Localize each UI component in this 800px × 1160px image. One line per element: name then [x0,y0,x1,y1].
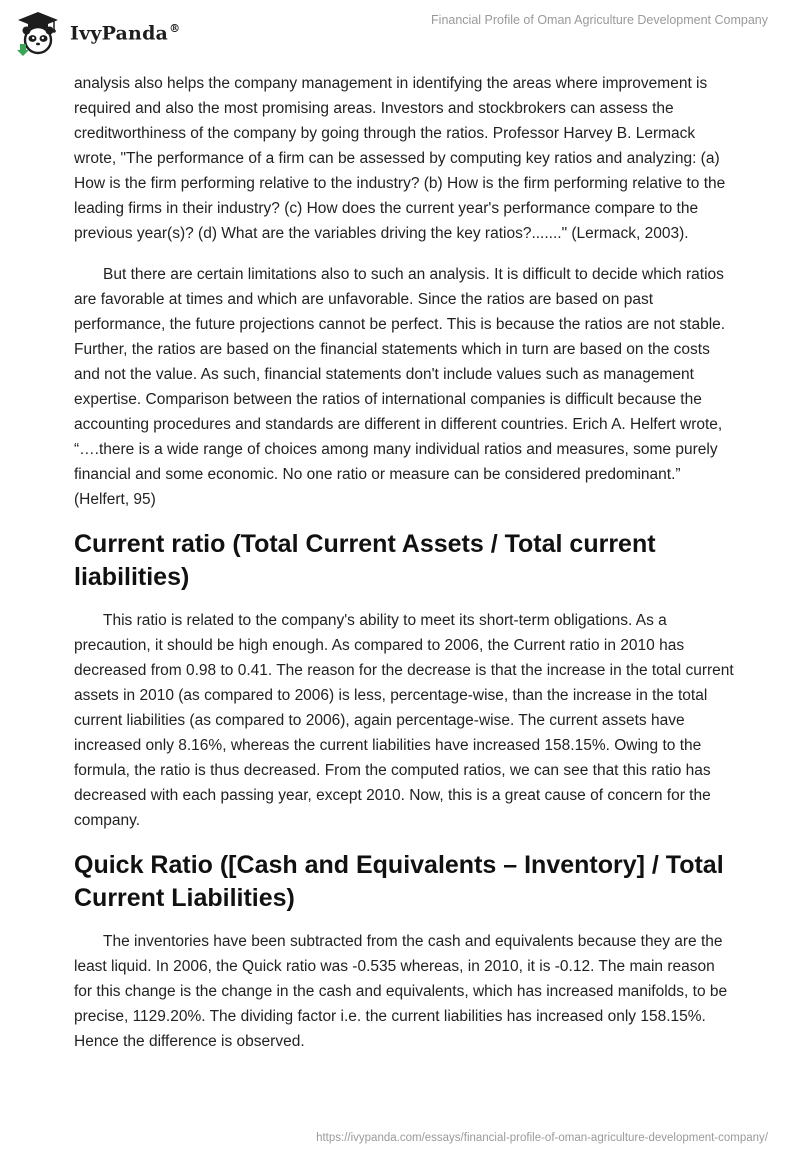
paragraph-ratio-analysis-limitations: But there are certain limitations also to such an analysis. It is difficult to decide which ratios are favorable at times and which are unfavorable. Since the ratios are based on past performance, the future projections cannot be perfect. This is because the ratios are not stable. Further, the ratios are based on the financial statements which in turn are based on the costs and not the value. As such, financial statements don't include values such as management expertise. Comparison between the ratios of international companies is difficult because the accounting procedures and standards are different in different countries. Erich A. Helfert wrote, “….there is a wide range of choices among many individual ratios and measures, some purely financial and some economic. No one ratio or measure can be considered predominant.” (Helfert, 95) [74,266,726,508]
footer-source-url[interactable]: https://ivypanda.com/essays/financial-profile-of-oman-agriculture-development-company/ [316,1132,768,1144]
panda-graduate-icon [14,10,62,56]
paragraph-quick-ratio: The inventories have been subtracted from the cash and equivalents because they are the least liquid. In 2006, the Quick ratio was -0.535 whereas, in 2010, it is -0.12. The main reason for this change is the change in the cash and equivalents, which has increased manifolds, to be precise, 1129.20%. The dividing factor i.e. the current liabilities has increased only 158.15%. Hence the difference is observed. [74,933,728,1050]
logo-text: IvyPanda® [70,21,181,45]
document-title: Financial Profile of Oman Agriculture Development Company [431,13,768,27]
paragraph-current-ratio: This ratio is related to the company's ability to meet its short-term obligations. As a precaution, it should be high enough. As compared to 2006, the Current ratio in 2010 has decreased from 0.98 to 0.41. The reason for the decrease is that the increase in the total current assets in 2010 (as compared to 2006) is less, percentage-wise, than the increase in the total current liabilities (as compared to 2006), again percentage-wise. The current assets have increased only 8.16%, whereas the current liabilities have increased 158.15%. Owing to the formula, the ratio is thus decreased. From the computed ratios, we can see that this ratio has decreased with each passing year, except 2010. Now, this is a great cause of concern for the company. [74,612,734,829]
heading-quick-ratio: Quick Ratio ([Cash and Equivalents – Inventory] / Total Current Liabilities) [74,851,724,912]
registered-mark: ® [169,21,181,35]
heading-current-ratio: Current ratio (Total Current Assets / Total current liabilities) [74,530,656,591]
paragraph-ratio-analysis-benefits: analysis also helps the company management in identifying the areas where improvement is required and also the most promising areas. Investors and stockbrokers can assess the creditworthiness of the company by going through the ratios. Professor Harvey B. Lermack wrote, "The performance of a firm can be assessed by computing key ratios and analyzing: (a) How is the firm performing relative to the industry? (b) How is the firm performing relative to the leading firms in their industry? (c) How does the current year's performance compare to the previous year(s)? (d) What are the variables driving the key ratios?......." (Lermack, 2003). [74,75,726,242]
essay-content [74,71,734,1070]
ivypanda-logo[interactable] [14,10,180,56]
page-header [0,0,800,70]
